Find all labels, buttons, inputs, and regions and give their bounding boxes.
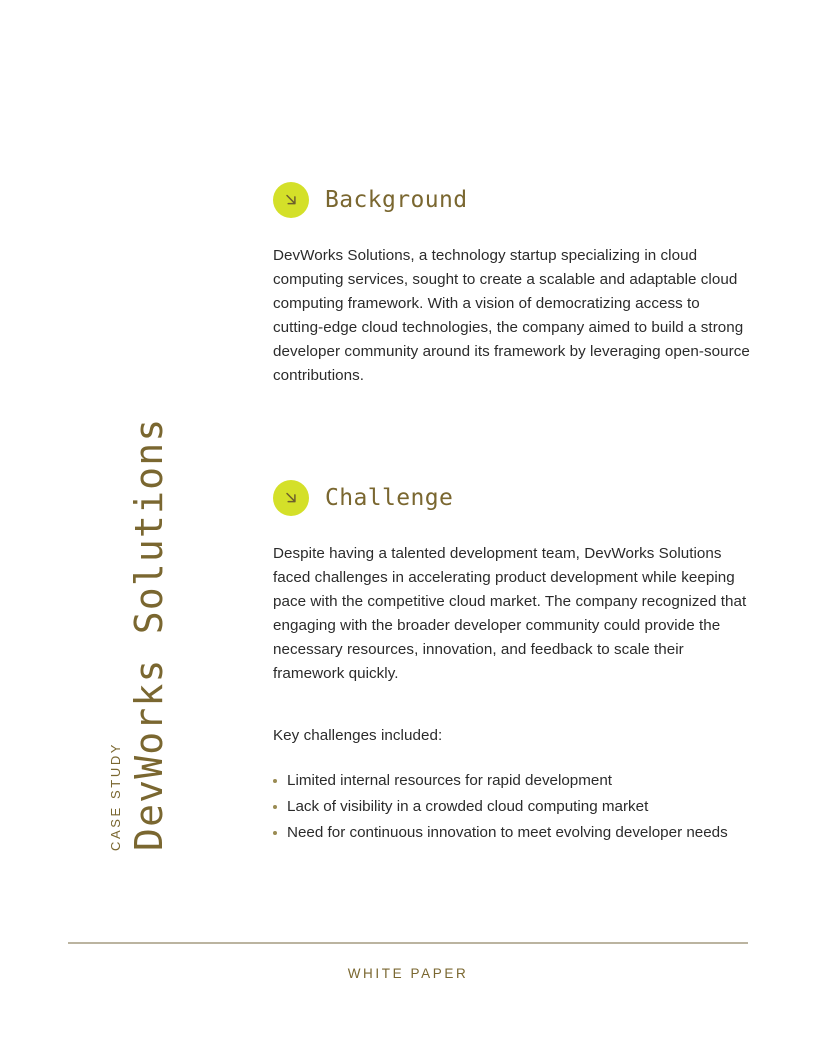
paragraph-spacer	[273, 686, 751, 724]
footer-divider	[68, 942, 748, 944]
bullet-dot-icon	[273, 779, 277, 783]
main-content	[273, 182, 751, 846]
section-background	[273, 182, 751, 388]
section-challenge	[273, 480, 751, 846]
list-item	[273, 768, 751, 794]
document-eyebrow-label: CASE STUDY	[108, 741, 123, 851]
section-spacer	[273, 388, 751, 480]
bullet-dot-icon	[273, 805, 277, 809]
list-item-label: Lack of visibility in a crowded cloud computing market	[287, 798, 649, 815]
arrow-down-right-icon	[273, 182, 309, 218]
list-item	[273, 794, 751, 820]
key-challenges-lead-in: Key challenges included:	[273, 727, 443, 744]
list-spacer	[273, 748, 751, 768]
key-challenges-list	[273, 768, 751, 846]
section-challenge-paragraph: Despite having a talented development team, DevWorks Solutions faced challenges in accelerating product development while keeping pace with the competitive cloud market. The company recognized that engaging with the broader developer community could provide the necessary resources, innovation, and feedback to scale their framework quickly.	[273, 545, 747, 682]
bullet-dot-icon	[273, 831, 277, 835]
section-background-paragraph: DevWorks Solutions, a technology startup specializing in cloud computing services, sought to create a scalable and adaptable cloud computing framework. With a vision of democratizing access to cutting-edge cloud technologies, the company aimed to build a strong developer community around its framework by leveraging open-source contributions.	[273, 247, 750, 384]
footer-label: WHITE PAPER	[347, 966, 469, 981]
list-item-label: Limited internal resources for rapid development	[287, 772, 613, 789]
section-challenge-title: Challenge	[325, 484, 454, 511]
arrow-down-right-icon	[273, 480, 309, 516]
sidebar	[0, 0, 250, 1056]
document-title: DevWorks Solutions	[127, 417, 171, 851]
section-background-header	[273, 182, 751, 218]
list-item-label: Need for continuous innovation to meet evolving developer needs	[287, 824, 728, 841]
section-background-title: Background	[325, 186, 468, 213]
sidebar-rotated-text-group	[0, 0, 250, 1056]
section-challenge-header	[273, 480, 751, 516]
list-item	[273, 820, 751, 846]
